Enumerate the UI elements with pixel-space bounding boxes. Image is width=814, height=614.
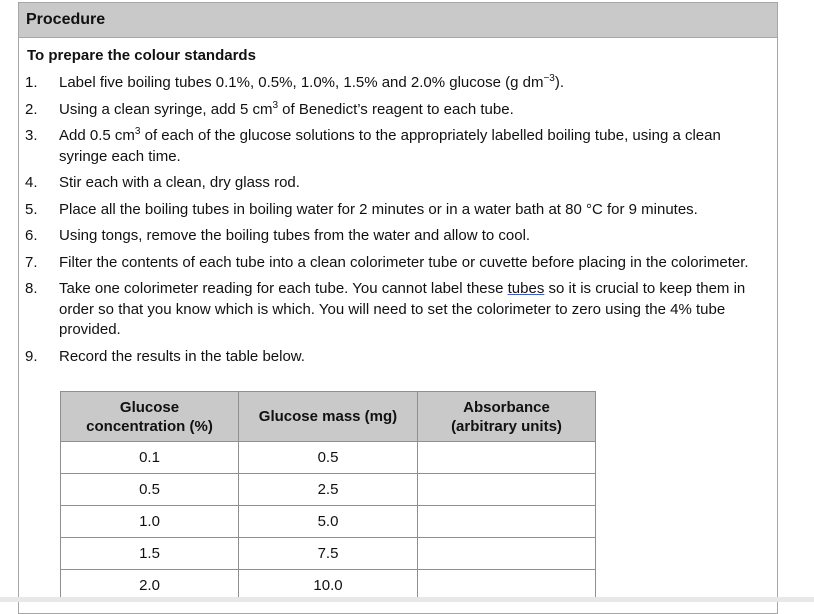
absorbance-cell[interactable]: [418, 474, 596, 506]
table-row: [61, 474, 596, 506]
step-number: 7.: [25, 253, 38, 271]
table-header-row: [61, 392, 596, 442]
mass-cell: 5.0: [239, 506, 418, 538]
step-text: Label five boiling tubes 0.1%, 0.5%, 1.0%, 1.5% and 2.0% glucose (g $dm^{-3}$).: [59, 73, 565, 91]
column-header-absorbance: Absorbance (arbitrary units): [418, 392, 596, 442]
concentration-cell: 2.0: [61, 570, 239, 602]
concentration-cell: 1.0: [61, 506, 239, 538]
table-row: [61, 538, 596, 570]
step-6: [19, 226, 779, 247]
step-text: Stir each with a clean, dry glass rod.: [59, 174, 300, 191]
step-text: Using a clean syringe, add 5 $cm^3$ of Benedict’s reagent to each tube.: [59, 99, 514, 118]
step-number: 3.: [25, 127, 38, 144]
step-number: 4.: [25, 174, 38, 191]
mass-cell: 10.0: [239, 570, 418, 602]
concentration-cell: 0.1: [61, 442, 239, 474]
column-header-mass: Glucose mass (mg): [239, 392, 418, 442]
step-9: [19, 347, 779, 368]
step-1: [19, 73, 779, 94]
step-text: Place all the boiling tubes in boiling water for 2 minutes or in a water bath at 80 °C for 9 minutes.: [59, 200, 698, 218]
step-2: [19, 100, 779, 121]
procedure-header: [19, 3, 777, 38]
table-row: [61, 506, 596, 538]
procedure-title: Procedure: [26, 11, 106, 28]
step-number: 5.: [25, 200, 38, 218]
step-5: [19, 200, 779, 221]
step-text: Filter the contents of each tube into a clean colorimeter tube or cuvette before placing in the colorimeter.: [59, 253, 749, 271]
step-8: [19, 279, 779, 341]
step-number: 8.: [25, 280, 38, 297]
absorbance-cell[interactable]: [418, 442, 596, 474]
step-number: 1.: [25, 74, 38, 91]
section-title: To prepare the colour standards: [27, 47, 256, 64]
absorbance-cell[interactable]: [418, 506, 596, 538]
results-table: [60, 391, 596, 602]
absorbance-cell[interactable]: [418, 538, 596, 570]
step-text: Add 0.5 $cm^3$ of each of the glucose solutions to the appropriately labelled boiling tube, using a clean syringe each time.: [59, 126, 721, 165]
step-7: [19, 253, 779, 274]
table-row: [61, 442, 596, 474]
step-text: Take one colorimeter reading for each tube. You cannot label these tubes so it is crucial to keep them in order so that you know which is which. You will need to set the colorimeter to zero using the 4% tube provided.: [59, 280, 746, 338]
step-text: Record the results in the table below.: [59, 347, 305, 365]
concentration-cell: 1.5: [61, 538, 239, 570]
step-text: Using tongs, remove the boiling tubes from the water and allow to cool.: [59, 227, 531, 244]
step-number: 9.: [25, 347, 38, 365]
mass-cell: 0.5: [239, 442, 418, 474]
step-number: 2.: [25, 100, 38, 118]
mass-cell: 7.5: [239, 538, 418, 570]
steps-list: [19, 73, 779, 373]
underlined-word: tubes: [507, 280, 545, 297]
mass-cell: 2.5: [239, 474, 418, 506]
column-header-concentration: Glucose concentration (%): [61, 392, 239, 442]
step-3: [19, 126, 779, 167]
step-4: [19, 173, 779, 194]
concentration-cell: 0.5: [61, 474, 239, 506]
bottom-edge: [0, 597, 814, 602]
procedure-box: [18, 2, 778, 614]
step-number: 6.: [25, 227, 38, 244]
